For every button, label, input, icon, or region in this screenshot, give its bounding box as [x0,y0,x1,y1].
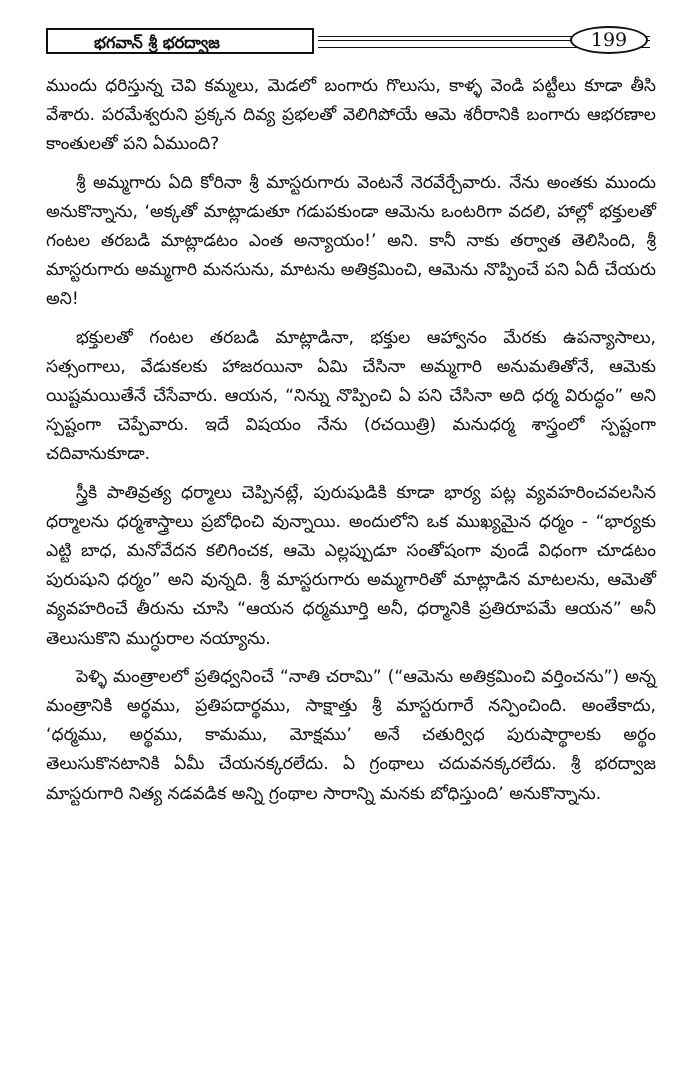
page-body [46,72,656,818]
header-title: భగవాన్ శ్రీ భరద్వాజ [94,33,220,52]
paragraph-1: ముందు ధరిస్తున్న చెవి కమ్మలు, మెడలో బంగారు గొలుసు, కాళ్ళ వెండి పట్టీలు కూడా తీసి వేశారు. పరమేశ్వరుని ప్రక్కన దివ్య ప్రభలతో వెలిగిపోయే ఆమె శరీరానికి బంగారు ఆభరణాల కాంతులతో పని ఏముంది? [46,76,656,155]
page-header [46,28,656,56]
header-title-box [46,28,314,54]
paragraph-5: పెళ్ళి మంత్రాలలో ప్రతిధ్వనించే “నాతి చరామి” (“ఆమెను అతిక్రమించి వర్తించను”) అన్న మంత్రానికి అర్థము, ప్రతిపదార్థము, సాక్షాత్తు శ్రీ మాస్టరుగారే నన్పించింది. అంతేకాదు, ‘ధర్మము, అర్థము, కామము, మోక్షము’ అనే చతుర్విధ పురుషార్థాలకు అర్థం తెలుసుకొనటానికి ఏమీ చేయనక్కరలేదు. ఏ గ్రంథాలు చదువనక్కరలేదు. శ్రీ భరద్వాజ మాస్టరుగారి నిత్య నడవడిక అన్ని గ్రంథాల సారాన్ని మనకు బోధిస్తుంది’ అనుకొన్నాను. [46,666,657,804]
page-number: 199 [570,26,648,54]
paragraph-4: స్త్రీకి పాతివ్రత్య ధర్మాలు చెప్పినట్లే, పురుషుడికి కూడా భార్య పట్ల వ్యవహరించవలసిన ధర్మాలను ధర్మశాస్త్రాలు ప్రబోధించి వున్నాయి. అందులోని ఒక ముఖ్యమైన ధర్మం - “భార్యకు ఎట్టి బాధ, మనోవేదన కలిగించక, ఆమె ఎల్లప్పుడూ సంతోషంగా వుండే విధంగా చూడటం పురుషుని ధర్మం” అని వున్నది. శ్రీ మాస్టరుగారు అమ్మగారితో మాట్లాడిన మాటలను, ఆమెతో వ్యవహరించే తీరును చూసి “ఆయన ధర్మమూర్తి అనీ, ధర్మానికి ప్రతిరూపమే ఆయన” అనీ తెలుసుకొని ముగ్ధురాల నయ్యాను. [46,482,656,649]
paragraph-2: శ్రీ అమ్మగారు ఏది కోరినా శ్రీ మాస్టరుగారు వెంటనే నెరవేర్చేవారు. నేను అంతకు ముందు అనుకొన్నాను, ‘అక్కతో మాట్లాడుతూ గడుపకుండా ఆమెను ఒంటరిగా వదలి, హాల్లో భక్తులతో గంటల తరబడి మాట్లాడటం ఎంత అన్యాయం!’ అని. కానీ నాకు తర్వాత తెలిసింది, శ్రీ మాస్టరుగారు అమ్మగారి మనసును, మాటను అతిక్రమించి, ఆమెను నొప్పించే పని ఏదీ చేయరు అని! [46,172,656,310]
paragraph-3: భక్తులతో గంటల తరబడి మాట్లాడినా, భక్తుల ఆహ్వానం మేరకు ఉపన్యాసాలు, సత్సంగాలు, వేడుకలకు హాజరయినా ఏమి చేసినా అమ్మగారి అనుమతితోనే, ఆమెకు యిష్టమయితేనే చేసేవారు. ఆయన, “నిన్ను నొప్పించి ఏ పని చేసినా అది ధర్మ విరుద్ధం” అని స్పష్టంగా చెప్పేవారు. ఇదే విషయం నేను (రచయిత్రి) మనుధర్మ శాస్త్రంలో స్పష్టంగా చదివానుకూడా. [46,327,656,465]
